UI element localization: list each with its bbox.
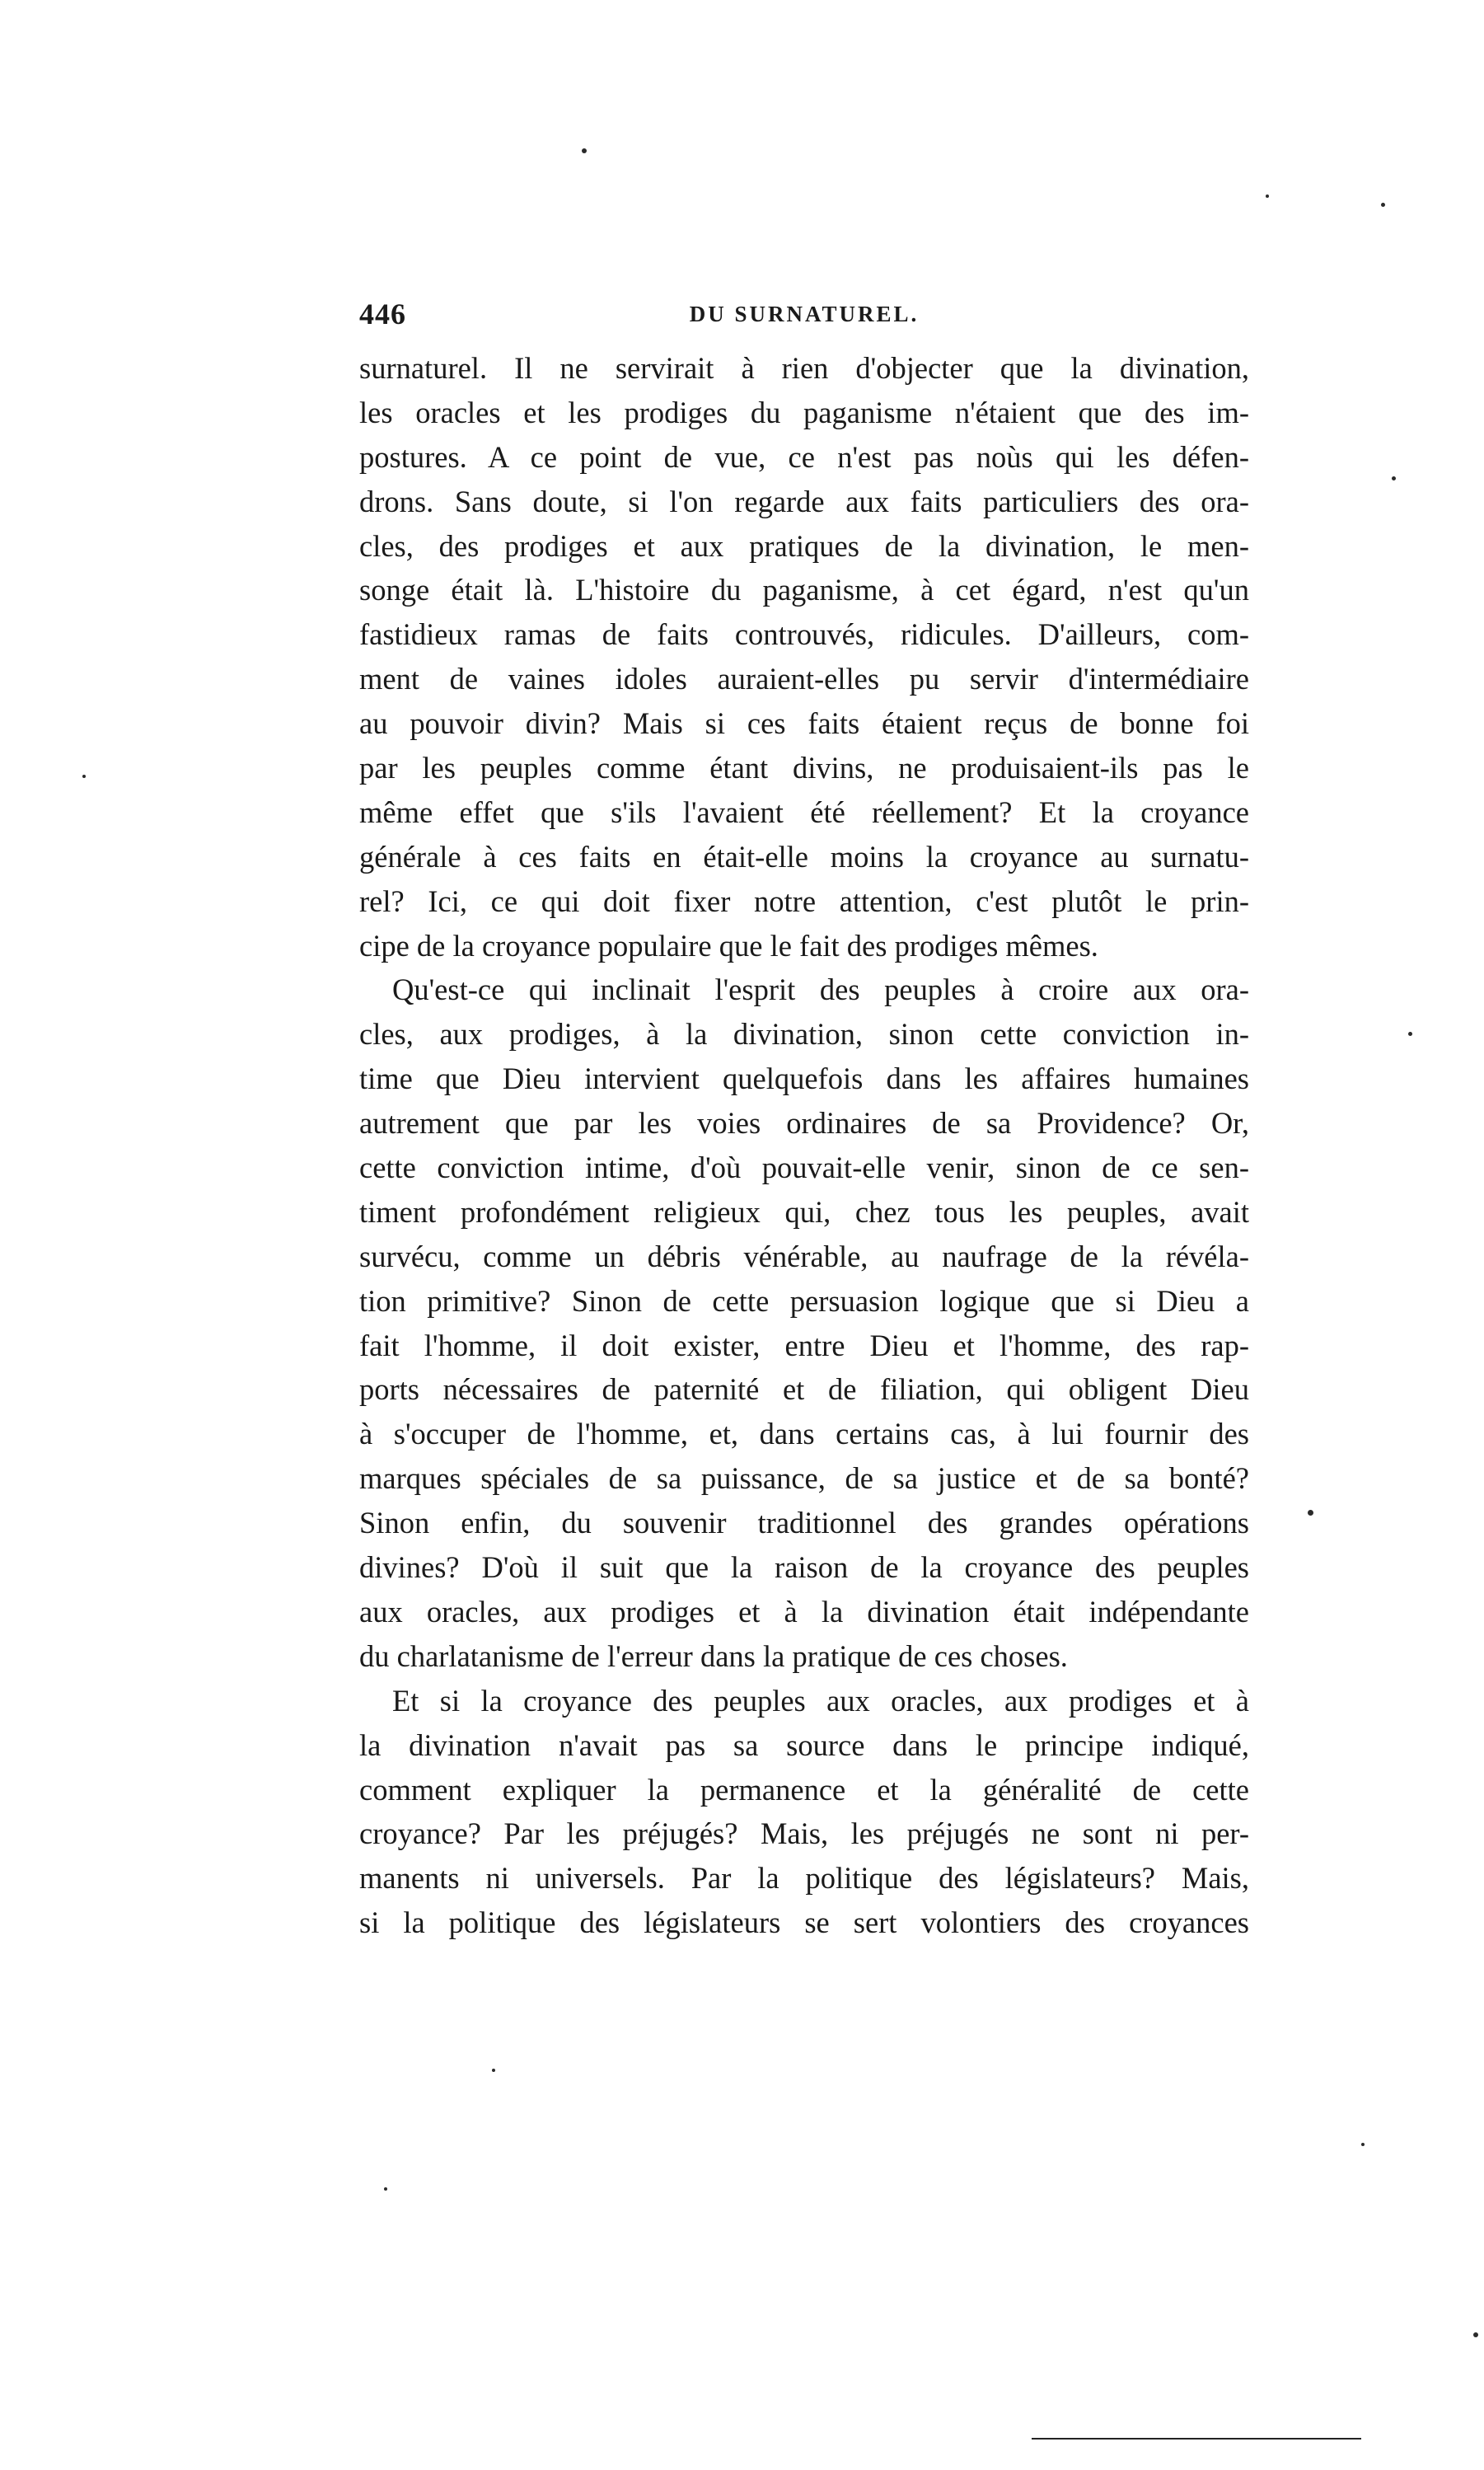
text-line: cette conviction intime, d'où pouvait-elle venir, sinon de ce sen-	[359, 1151, 1249, 1185]
scan-speck	[384, 2187, 387, 2191]
text-line: time que Dieu intervient quelquefois dans les affaires humaines	[359, 1062, 1249, 1096]
text-line: croyance? Par les préjugés? Mais, les préjugés ne sont ni per-	[359, 1816, 1249, 1851]
text-line: du charlatanisme de l'erreur dans la pratique de ces choses.	[359, 1638, 1068, 1673]
text-line: par les peuples comme étant divins, ne produisaient-ils pas le	[359, 751, 1249, 785]
scan-speck	[1473, 2332, 1478, 2337]
text-line: aux oracles, aux prodiges et à la divination était indépendante	[359, 1594, 1249, 1629]
scan-speck	[1381, 203, 1385, 207]
text-line: divines? D'où il suit que la raison de la croyance des peuples	[359, 1550, 1249, 1585]
text-line: surnaturel. Il ne servirait à rien d'objecter que la divination,	[359, 351, 1249, 385]
text-line: timent profondément religieux qui, chez tous les peuples, avait	[359, 1194, 1249, 1229]
text-line: cles, des prodiges et aux pratiques de la divination, le men-	[359, 528, 1249, 563]
text-line: ports nécessaires de paternité et de filiation, qui obligent Dieu	[359, 1372, 1249, 1407]
text-line: Qu'est-ce qui inclinait l'esprit des peuples à croire aux ora-	[392, 973, 1249, 1007]
page-number: 446	[359, 298, 406, 330]
text-line: à s'occuper de l'homme, et, dans certains cas, à lui fournir des	[359, 1417, 1249, 1451]
scan-speck	[1408, 1032, 1412, 1036]
scan-speck	[1392, 476, 1396, 480]
text-line: cles, aux prodiges, à la divination, sinon cette conviction in-	[359, 1017, 1249, 1052]
text-line: au pouvoir divin? Mais si ces faits étaient reçus de bonne foi	[359, 706, 1249, 741]
text-line: postures. A ce point de vue, ce n'est pas noùs qui les défen-	[359, 439, 1249, 474]
scan-speck	[1308, 1510, 1313, 1516]
scan-line	[1032, 2438, 1361, 2440]
text-line: marques spéciales de sa puissance, de sa justice et de sa bonté?	[359, 1461, 1249, 1496]
text-line: Sinon enfin, du souvenir traditionnel des grandes opérations	[359, 1506, 1249, 1540]
text-line: fastidieux ramas de faits controuvés, ridicules. D'ailleurs, com-	[359, 617, 1249, 652]
page-header	[359, 297, 1249, 338]
text-line: même effet que s'ils l'avaient été réellement? Et la croyance	[359, 794, 1249, 829]
body-text	[359, 346, 1249, 1945]
text-line: les oracles et les prodiges du paganisme n'étaient que des im-	[359, 395, 1249, 429]
text-line: autrement que par les voies ordinaires de sa Providence? Or,	[359, 1106, 1249, 1141]
text-line: ment de vaines idoles auraient-elles pu servir d'intermédiaire	[359, 662, 1249, 696]
running-title: DU SURNATUREL.	[689, 302, 920, 326]
scan-speck	[1361, 2143, 1365, 2146]
text-line: cipe de la croyance populaire que le fait des prodiges mêmes.	[359, 928, 1098, 963]
scan-speck	[1266, 195, 1269, 198]
text-line: Et si la croyance des peuples aux oracles, aux prodiges et à	[392, 1683, 1249, 1718]
text-line: drons. Sans doute, si l'on regarde aux faits particuliers des ora-	[359, 484, 1249, 518]
text-line: générale à ces faits en était-elle moins la croyance au surnatu-	[359, 839, 1249, 874]
text-line: tion primitive? Sinon de cette persuasion logique que si Dieu a	[359, 1283, 1249, 1318]
text-line: songe était là. L'histoire du paganisme, à cet égard, n'est qu'un	[359, 573, 1249, 607]
text-line: si la politique des législateurs se sert volontiers des croyances	[359, 1905, 1249, 1940]
scan-speck	[82, 775, 86, 778]
text-line: la divination n'avait pas sa source dans le principe indiqué,	[359, 1727, 1249, 1762]
text-line: comment expliquer la permanence et la généralité de cette	[359, 1772, 1249, 1807]
text-line: manents ni universels. Par la politique des législateurs? Mais,	[359, 1861, 1249, 1896]
text-line: survécu, comme un débris vénérable, au naufrage de la révéla-	[359, 1239, 1249, 1273]
scan-speck	[582, 148, 587, 153]
text-line: fait l'homme, il doit exister, entre Dieu et l'homme, des rap-	[359, 1328, 1249, 1362]
scan-speck	[492, 2069, 495, 2072]
text-line: rel? Ici, ce qui doit fixer notre attention, c'est plutôt le prin-	[359, 883, 1249, 918]
